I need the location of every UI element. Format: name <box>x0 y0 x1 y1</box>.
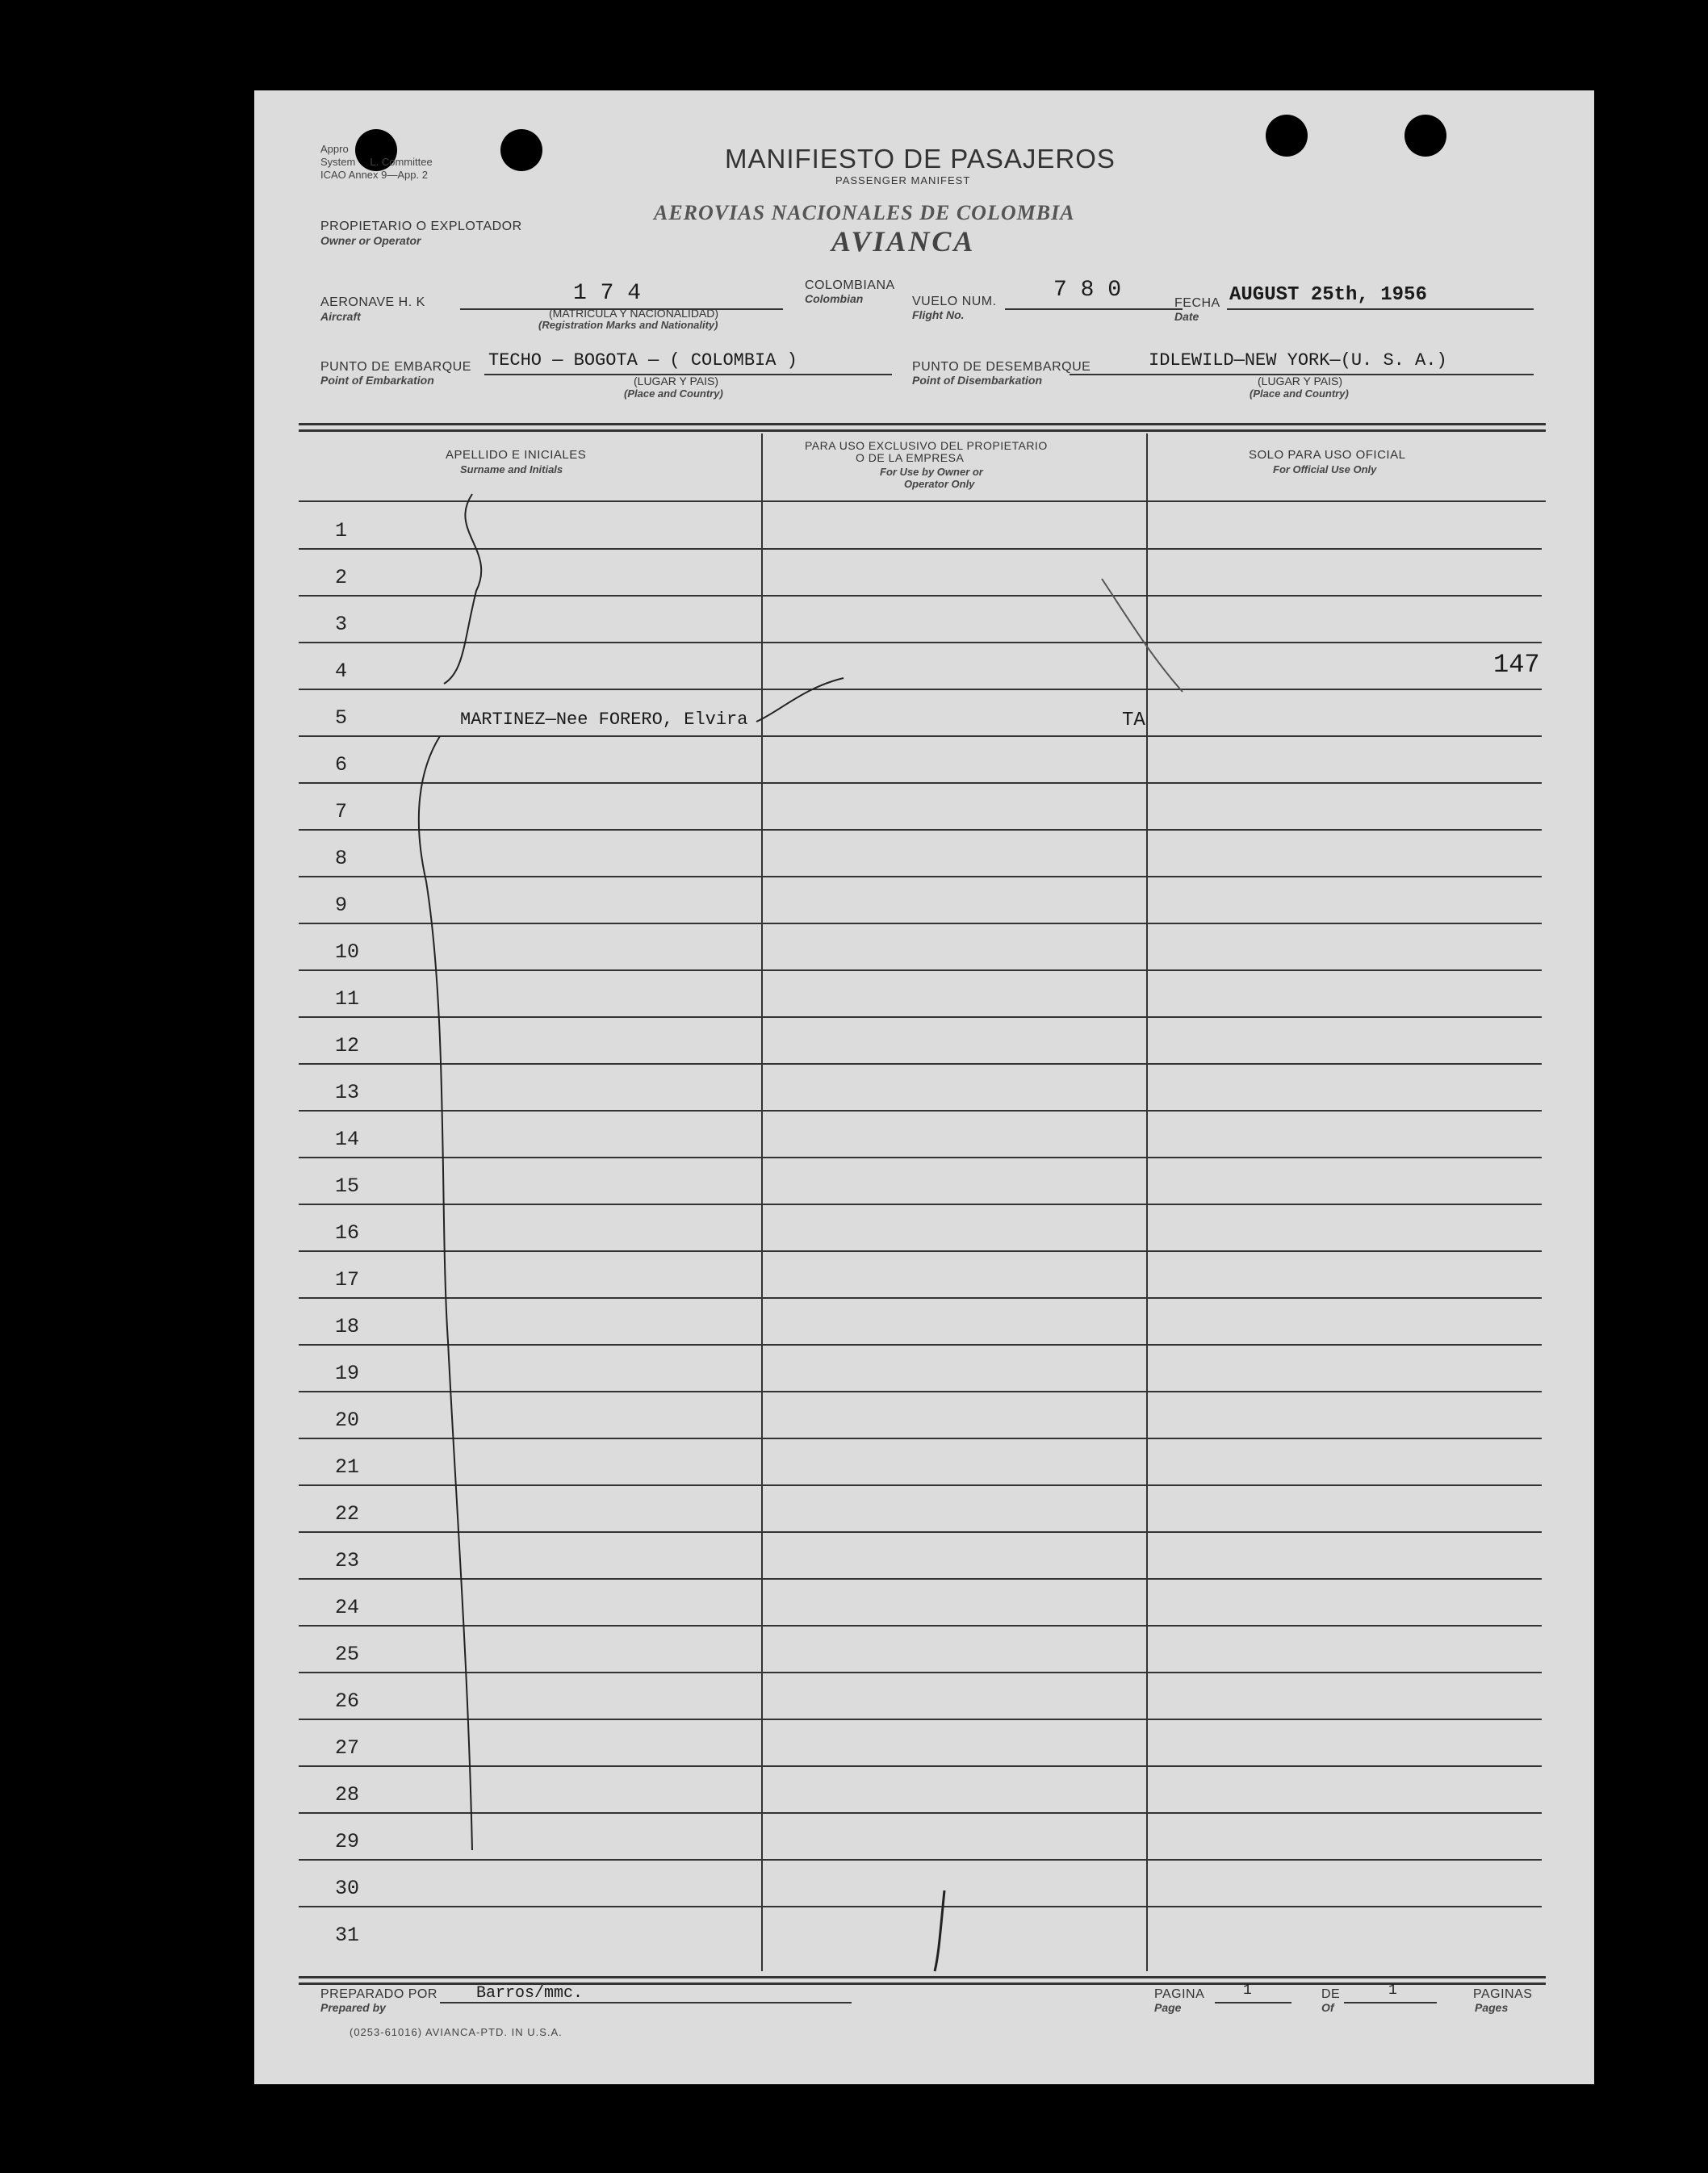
row-number: 14 <box>335 1128 360 1151</box>
row-number: 28 <box>335 1783 360 1807</box>
embarkation-label-en: Point of Embarkation <box>320 374 434 387</box>
approval-line-1: Appro <box>320 143 349 155</box>
row-number: 24 <box>335 1596 360 1619</box>
bracket-lower <box>419 736 472 1850</box>
page-value: 1 <box>1243 1982 1252 1999</box>
of-label-en: Of <box>1321 2001 1334 2014</box>
row-number: 9 <box>335 894 348 917</box>
embarkation-label: PUNTO DE EMBARQUE <box>320 360 471 374</box>
row-number: 19 <box>335 1362 360 1385</box>
print-code: (0253-61016) AVIANCA-PTD. IN U.S.A. <box>350 2026 563 2038</box>
row-number: 21 <box>335 1455 360 1479</box>
check-stroke <box>756 678 844 722</box>
row-number: 20 <box>335 1409 360 1432</box>
embarkation-sub: (LUGAR Y PAIS) <box>634 375 719 387</box>
approval-line-3: ICAO Annex 9—App. 2 <box>320 169 428 181</box>
owner-name: AEROVIAS NACIONALES DE COLOMBIA <box>654 201 1075 224</box>
column-header-operator-en-1: For Use by Owner or <box>880 466 983 478</box>
pages-label-en: Pages <box>1475 2001 1509 2014</box>
page-title: MANIFIESTO DE PASAJEROS <box>725 144 1116 174</box>
prepared-label: PREPARADO POR <box>320 1987 437 2001</box>
owner-label: PROPIETARIO O EXPLOTADOR <box>320 220 522 233</box>
column-header-surname-en: Surname and Initials <box>460 463 563 475</box>
row-number: 8 <box>335 847 348 870</box>
disembarkation-label-en: Point of Disembarkation <box>912 374 1043 387</box>
disembarkation-label: PUNTO DE DESEMBARQUE <box>912 360 1091 374</box>
flight-label-en: Flight No. <box>912 308 965 321</box>
row-number: 11 <box>335 987 360 1011</box>
row-number: 25 <box>335 1643 360 1666</box>
row-number: 16 <box>335 1221 360 1245</box>
approval-line-2: System <box>320 156 356 168</box>
page-label-en: Page <box>1154 2001 1182 2014</box>
row-number: 13 <box>335 1081 360 1104</box>
official-mark: 147 <box>1493 650 1540 680</box>
aircraft-label-en: Aircraft <box>320 310 361 323</box>
row-number: 23 <box>335 1549 360 1572</box>
date-value: AUGUST 25th, 1956 <box>1229 284 1427 306</box>
row-number: 7 <box>335 800 348 823</box>
column-header-surname: APELLIDO E INICIALES <box>446 448 587 462</box>
row-number: 2 <box>335 566 348 589</box>
owner-label-en: Owner or Operator <box>320 234 421 247</box>
aircraft-sub-label-en: (Registration Marks and Nationality) <box>538 319 718 331</box>
aircraft-value: 1 7 4 <box>573 281 642 306</box>
embarkation-value: TECHO — BOGOTA — ( COLOMBIA ) <box>488 350 797 371</box>
row-number: 29 <box>335 1830 360 1853</box>
aircraft-sub-label: (MATRICULA Y NACIONALIDAD) <box>549 307 719 320</box>
owner-short: AVIANCA <box>831 225 976 257</box>
flight-value: 7 8 0 <box>1053 278 1122 303</box>
row-number: 4 <box>335 659 348 683</box>
nationality-label: COLOMBIANA <box>805 278 895 292</box>
column-header-operator-en-2: Operator Only <box>904 478 975 490</box>
date-label-en: Date <box>1174 310 1199 323</box>
column-header-operator-1: PARA USO EXCLUSIVO DEL PROPIETARIO <box>805 439 1048 452</box>
row-number: 12 <box>335 1034 360 1057</box>
bracket-upper <box>444 494 481 684</box>
embarkation-sub-en: (Place and Country) <box>624 387 723 400</box>
date-label: FECHA <box>1174 296 1220 310</box>
page-underline <box>1215 2002 1291 2003</box>
column-header-operator-2: O DE LA EMPRESA <box>856 451 965 464</box>
column-header-official: SOLO PARA USO OFICIAL <box>1249 448 1406 462</box>
aircraft-label: AERONAVE H. K <box>320 295 425 309</box>
page-subtitle: PASSENGER MANIFEST <box>835 174 971 186</box>
of-value: 1 <box>1388 1982 1397 1999</box>
operator-mark: TA <box>1122 710 1145 731</box>
row-number: 26 <box>335 1689 360 1713</box>
row-number: 15 <box>335 1174 360 1198</box>
handwritten-bracket-marks <box>254 90 1594 2084</box>
column-header-official-en: For Official Use Only <box>1273 463 1377 475</box>
approval-line-2b: L. Committee <box>370 156 433 168</box>
disembarkation-sub-en: (Place and Country) <box>1250 387 1349 400</box>
row-number: 17 <box>335 1268 360 1292</box>
flight-label: VUELO NUM. <box>912 295 997 308</box>
of-label: DE <box>1321 1987 1341 2001</box>
row-number: 10 <box>335 940 360 964</box>
page-label: PAGINA <box>1154 1987 1205 2001</box>
row-number: 5 <box>335 706 348 730</box>
row-number: 1 <box>335 519 348 542</box>
row-number: 6 <box>335 753 348 777</box>
pages-label: PAGINAS <box>1473 1987 1533 2001</box>
manifest-sheet <box>254 90 1594 2084</box>
disembarkation-sub: (LUGAR Y PAIS) <box>1258 375 1343 387</box>
prepared-label-en: Prepared by <box>320 2001 386 2014</box>
row-number: 22 <box>335 1502 360 1526</box>
passenger-name: MARTINEZ—Nee FORERO, Elvira <box>460 710 748 730</box>
nationality-label-en: Colombian <box>805 292 864 305</box>
row-number: 31 <box>335 1924 360 1947</box>
diagonal-stroke <box>1102 579 1183 692</box>
prepared-value: Barros/mmc. <box>476 1984 584 2003</box>
row-number: 3 <box>335 613 348 636</box>
vertical-stroke <box>935 1890 944 1971</box>
row-number: 30 <box>335 1877 360 1900</box>
row-number: 18 <box>335 1315 360 1338</box>
row-number: 27 <box>335 1736 360 1760</box>
disembarkation-value: IDLEWILD—NEW YORK—(U. S. A.) <box>1149 350 1447 371</box>
of-underline <box>1344 2002 1437 2003</box>
